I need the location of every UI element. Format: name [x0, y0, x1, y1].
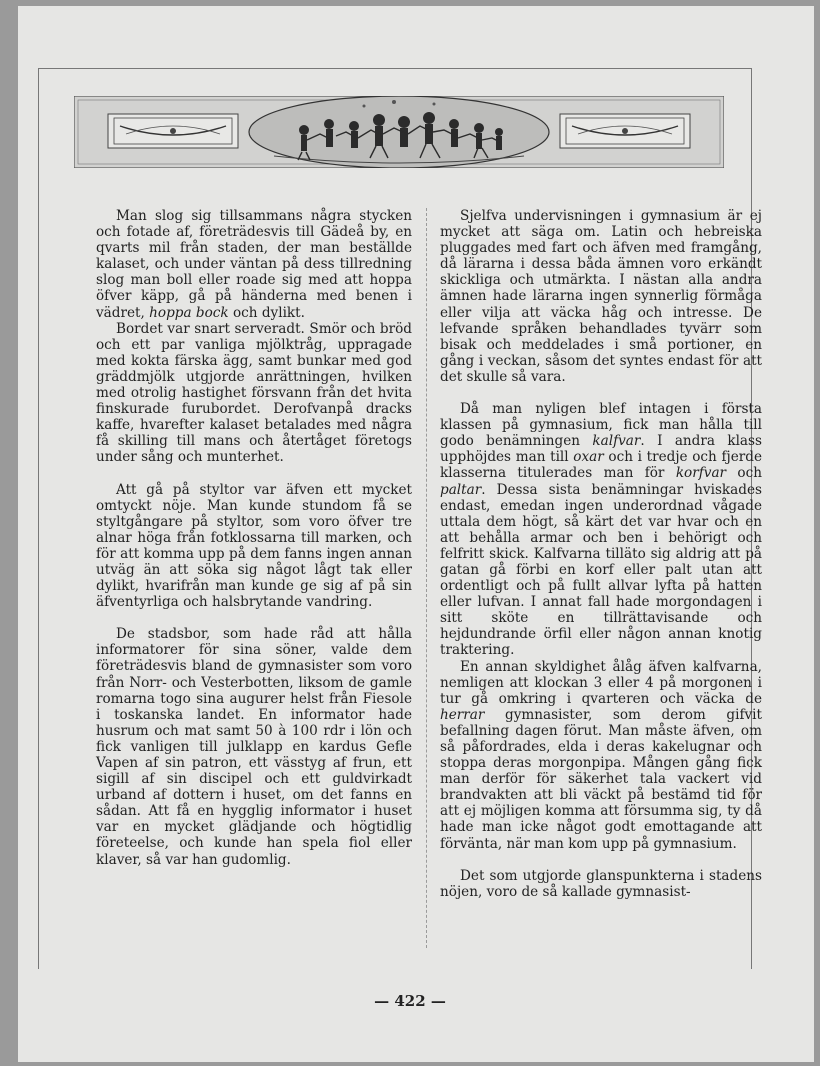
- text-run: Man slog sig tillsammans några stycken och fotade af, företrädesvis till Gädeå by, en qvarts mil från staden, der man beställde kalaset, och under väntan på dess tillredning slog man boll eller roade sig med att hoppa öfver käpp, gå på händerna med benen i vädret,: [96, 208, 412, 321]
- left-paragraph-stilts: Att gå på styltor var äfven ett mycket omtyckt nöje. Man kunde stundom få se styltgångare på styltor, som voro öfver tre alnar höga från fotklossarna till marken, och för att komma upp på dem fanns ingen annan utväg än att söka sig något lågt tak eller dylikt, hvarifrån man kunde ge sig af på sin äfventyrliga och halsbrytande vandring.: [96, 481, 412, 611]
- text-run: och: [726, 465, 762, 482]
- left-ornament-panel: [108, 114, 238, 148]
- text-run: gymnasister, som derom gifvit befallning dagen förut. Man måste äfven, om så påfordrades, elda i deras kakelugnar och stoppa deras morgonpipa. Mången gång fick man derför för säkerhet tala vackert vid brandvakten att bli väckt på bestämd tid för att ej möjligen komma att försumma sig, ty då hade man icke något godt emottagande att förvänta, när man kom upp på gymnasium.: [440, 706, 762, 852]
- italic-term: korfvar: [675, 465, 727, 482]
- left-text-column: [96, 208, 412, 868]
- header-vignette: [74, 96, 724, 168]
- italic-term: oxar: [573, 449, 604, 466]
- left-paragraph-informators: De stadsbor, som hade råd att hålla informatorer för sina söner, valde dem företrädesvis bland de gymnasister som voro från Norr- och Vesterbotten, liksom de gamle romarna togo sina augurer helst från Fiesole i toskanska landet. En informator hade husrum och mat samt 50 à 100 rdr i lön och fick vanligen till julklapp en kardus Gefle Vapen af sin patron, ett vässtyg af frun, ett sigill af sin discipel och ett guldvirkadt urband af dottern i huset, om det fanns en sådan. Att få en hygglig informator i huset var en mycket glädjande och högtidlig företeelse, och kunde han spela fiol eller klaver, så var han gudomlig.: [96, 626, 412, 868]
- column-divider: [426, 208, 427, 948]
- text-run: . I andra klass upphöjdes man till: [440, 433, 762, 466]
- italic-term: herrar: [440, 706, 485, 723]
- text-run: . Dessa sista benämningar hviskades endast, emedan ingen underordnad vågade uttala dem högt, så kärt det var hvar och en att behålla armar och ben i behörigt och felfritt skick. Kalfvarna tilläto sig aldrig att på gatan gå förbi en korf eller palt utan att ordentligt och på fullt allvar lyfta på hatten eller lufvan. I annat fall hade morgondagen i sitt sköte en tillrättavisande och hejdundrande örfil eller någon annan knotig traktering.: [440, 481, 762, 659]
- text-run: En annan skyldighet ålåg äfven kalfvarna, nemligen att klockan 3 eller 4 på morgonen i tur gå omkring i qvarteren och väcka de: [440, 658, 762, 707]
- italic-term: kalfvar: [592, 433, 641, 450]
- header-illustration: [74, 96, 724, 168]
- text-run: Då man nyligen blef intagen i första klassen på gymnasium, fick man hålla till godo benämningen: [440, 401, 762, 450]
- italic-term: paltar: [440, 481, 482, 498]
- right-ornament-panel: [560, 114, 690, 148]
- text-run: och i tredje och fjerde klasserna titulerades man för: [440, 449, 762, 482]
- page-number: — 422 —: [374, 992, 446, 1010]
- right-paragraph-pleasures: Det som utgjorde glanspunkterna i stadens nöjen, voro de så kallade gymnasist-: [440, 867, 762, 900]
- left-paragraph-outing: [96, 208, 412, 321]
- italic-term: hoppa bock: [149, 304, 229, 321]
- right-text-column: [440, 208, 762, 900]
- text-run: och dylikt.: [228, 304, 305, 321]
- right-paragraph-class-names: [440, 401, 762, 659]
- right-paragraph-teaching: Sjelfva undervisningen i gymnasium är ej mycket att säga om. Latin och hebreiska pluggades med fart och äfven med framgång, då lärarna i dessa båda ämnen voro erkändt skickliga och utmärkta. I nästan alla andra ämnen hade lärarna ingen synnerlig förmåga eller vilja att väcka håg och intresse. De lefvande språken behandlades tyvärr som bisak och meddelades i små portioner, en gång i veckan, såsom det syntes endast för att det skulle så vara.: [440, 208, 762, 385]
- left-paragraph-table: Bordet var snart serveradt. Smör och bröd och ett par vanliga mjölktråg, uppragade med kokta färska ägg, samt bunkar med god gräddmjölk utgjorde anrättningen, hvilken med otrolig hastighet försvann från det hvita finskurade furubordet. Derofvanpå dracks kaffe, hvarefter kalaset betalades med några få skilling till mans och återtåget företogs under sång och munterhet.: [96, 320, 412, 466]
- central-dancing-scene: [249, 96, 549, 168]
- right-paragraph-duties: [440, 659, 762, 852]
